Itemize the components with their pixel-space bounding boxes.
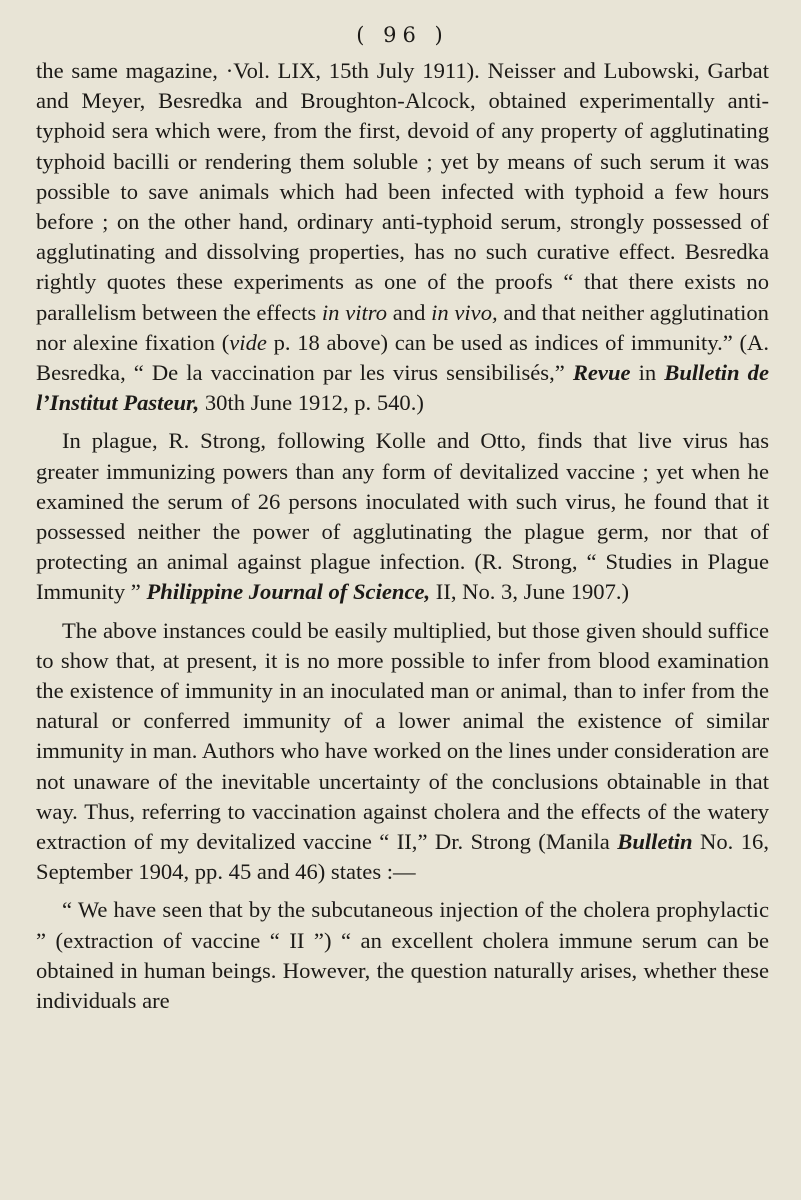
italic-text: in vivo, xyxy=(431,299,498,325)
citation-title: Revue xyxy=(572,360,631,386)
paragraph xyxy=(36,56,769,418)
italic-text: vide xyxy=(229,329,267,355)
text-run: and that neither agglutination nor alexine fixation ( xyxy=(36,299,769,355)
citation-title: Bulletin de l’Institut Pasteur, xyxy=(36,360,769,416)
paragraph xyxy=(36,616,769,888)
text-run: p. 18 above) can be used as indices of immunity.” (A. Besredka, “ De la vaccination par les virus sensibilisés,” xyxy=(36,329,769,386)
citation-title: Bulletin xyxy=(617,829,693,855)
text-run: The above instances could be easily multiplied, but those given should suffice to show that, at present, it is no more possible to infer from blood examination the existence of immunity in an inoculated man or animal, than to infer from the natural or conferred immunity of a lower animal the existence of similar immunity in man. Authors who have worked on the lines under consideration are not unaware of the inevitable uncertainty of the conclusions obtainable in that way. Thus, referring to vaccination against cholera and the effects of the watery extraction of my devitalized vaccine “ II,” Dr. Strong (Manila xyxy=(36,617,769,855)
italic-text: in vitro xyxy=(321,299,388,325)
text-run: in xyxy=(630,360,665,386)
text-run: In plague, R. Strong, following Kolle and Otto, finds that live virus has greater immunizing powers than any form of devitalized vaccine ; yet when he examined the serum of 26 persons inoculated with such virus, he found that it possessed neither the power of agglutinating the plague germ, nor that of protecting an animal against plague infection. (R. Strong, “ Studies in Plague Immunity ” xyxy=(36,428,769,605)
text-run: and xyxy=(387,299,432,325)
body-text xyxy=(36,56,769,1016)
paragraph xyxy=(36,426,769,607)
text-run: 30th June 1912, p. 540.) xyxy=(199,390,424,416)
paragraph xyxy=(36,895,769,1016)
citation-title: Philippine Journal of Science, xyxy=(146,579,431,605)
text-run: II, No. 3, June 1907.) xyxy=(430,579,630,605)
page-number: ( 96 ) xyxy=(356,23,449,47)
text-run: No. 16, September 1904, pp. 45 and 46) states :— xyxy=(36,829,769,885)
text-run: “ We have seen that by the subcutaneous injection of the cholera prophylactic ” (extraction of vaccine “ II ”) “ an excellent cholera immune serum can be obtained in human beings. However, the question naturally arises, whether these individuals are xyxy=(36,897,769,1014)
text-run: the same magazine, ·Vol. LIX, 15th July 1911). Neisser and Lubowski, Garbat and Meyer, Besredka and Broughton-Alcock, obtained experimentally anti-typhoid sera which were, from the first, devoid of any property of agglutinating typhoid bacilli or rendering them soluble ; yet by means of such serum it was possible to save animals which had been infected with typhoid a few hours before ; on the other hand, ordinary anti-typhoid serum, strongly possessed of agglutinating and dissolving properties, has no such curative effect. Besredka rightly quotes these experiments as one of the proofs “ that there exists no parallelism between the effects xyxy=(36,58,769,325)
